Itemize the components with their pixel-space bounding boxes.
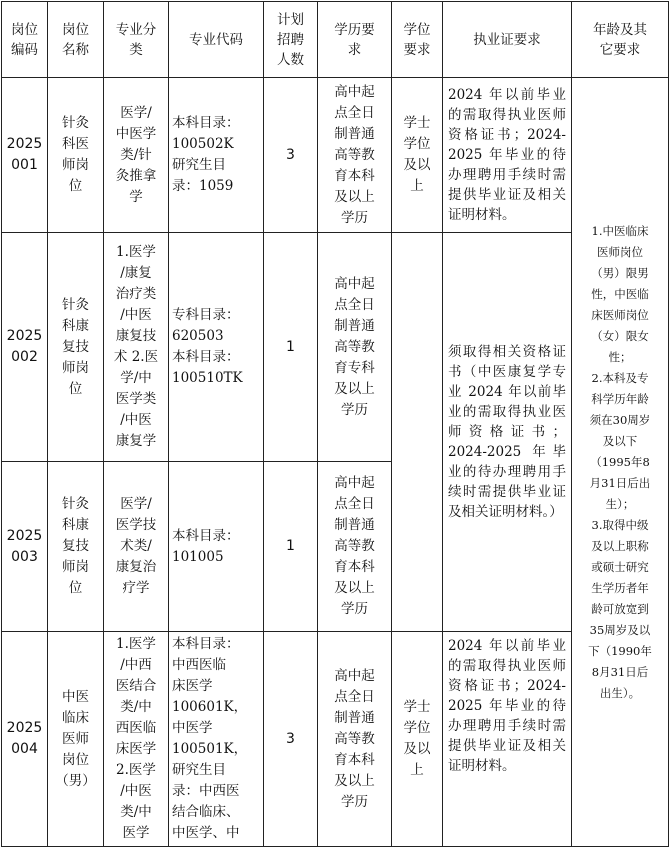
table-row — [2, 78, 669, 233]
post-name-cell: 针灸 科医 师岗 位 — [48, 78, 104, 233]
header-post-code: 岗位 编码 — [2, 2, 48, 78]
plan-count-cell: 3 — [264, 632, 318, 847]
license-cell: 2024 年以前毕业的需取得执业医师资格证书；2024-2025 年毕业的待办理聘用手续时需提供毕业证及相关证明材料。 — [443, 632, 572, 847]
major-category-cell: 1.医学 /康复 治疗类 /中医 康复技 术 2.医 学/中 医学类 /中医 康复学 — [104, 233, 169, 462]
post-name-cell: 针灸 科康 复技 师岗 位 — [48, 233, 104, 462]
post-code-cell: 2025 001 — [2, 78, 48, 233]
plan-count-cell: 1 — [264, 462, 318, 632]
header-major-category: 专业分 类 — [104, 2, 169, 78]
recruitment-table — [1, 1, 669, 847]
major-code-cell: 本科目录： 100502K 研究生目 录：1059 — [169, 78, 264, 233]
header-degree: 学位 要求 — [392, 2, 443, 78]
major-category-cell: 1.医学 /中西 医结合 类/中 西医临 床医学 2.医学 /中医 类/中 医学 — [104, 632, 169, 847]
header-plan-count: 计划 招聘 人数 — [264, 2, 318, 78]
table-row — [2, 233, 669, 462]
education-cell: 高中起 点全日 制普通 高等教 育专科 及以上 学历 — [318, 233, 392, 462]
header-major-code: 专业代码 — [169, 2, 264, 78]
header-age: 年龄及其 它要求 — [572, 2, 669, 78]
post-code-cell: 2025 004 — [2, 632, 48, 847]
age-requirements-cell: 1.中医临床 医师岗位 （男）限男 性，中医临 床医师岗位 （女）限女 性； 2.本科及专 科学历年龄 须在30周岁 及以下 （1995年8 月31日后出 生）； 3.取得中级 及以上职称 或硕士研究 生学历者年 龄可放宽到 35周岁及以 下（1990年 8月31日后 出生）。 — [572, 78, 669, 847]
post-code-cell: 2025 003 — [2, 462, 48, 632]
post-name-cell: 中医 临床 医师 岗位 （男） — [48, 632, 104, 847]
header-education: 学历要 求 — [318, 2, 392, 78]
education-cell: 高中起 点全日 制普通 高等教 育本科 及以上 学历 — [318, 78, 392, 233]
license-cell: 2024 年以前毕业的需取得执业医师资格证书；2024-2025 年毕业的待办理聘用手续时需提供毕业证及相关证明材料。 — [443, 78, 572, 233]
major-category-cell: 医学/ 医学技 术类/ 康复治 疗学 — [104, 462, 169, 632]
post-name-cell: 针灸 科康 复技 师岗 位 — [48, 462, 104, 632]
header-license: 执业证要求 — [443, 2, 572, 78]
degree-cell: 学士 学位 及以 上 — [392, 632, 443, 847]
license-cell: 须取得相关资格证书（中医康复学专业 2024 年以前毕业的需取得执业医师资格证书；2024-2025 年毕业的待办理聘用手续时需提供毕业证及相关证明材料。） — [443, 233, 572, 632]
major-code-cell: 本科目录： 101005 — [169, 462, 264, 632]
post-code-cell: 2025 002 — [2, 233, 48, 462]
degree-cell: 学士 学位 及以 上 — [392, 78, 443, 233]
header-row — [2, 2, 669, 78]
degree-cell — [392, 233, 443, 632]
table-row — [2, 632, 669, 847]
header-post-name: 岗位 名称 — [48, 2, 104, 78]
plan-count-cell: 1 — [264, 233, 318, 462]
education-cell: 高中起 点全日 制普通 高等教 育本科 及以上 学历 — [318, 632, 392, 847]
major-category-cell: 医学/ 中医学 类/针 灸推拿 学 — [104, 78, 169, 233]
plan-count-cell: 3 — [264, 78, 318, 233]
education-cell: 高中起 点全日 制普通 高等教 育本科 及以上 学历 — [318, 462, 392, 632]
major-code-cell: 专科目录： 620503 本科目录： 100510TK — [169, 233, 264, 462]
major-code-cell: 本科目录： 中西医临 床医学 100601K， 中医学 100501K， 研究生目 录：中西医 结合临床、 中医学、中 — [169, 632, 264, 847]
